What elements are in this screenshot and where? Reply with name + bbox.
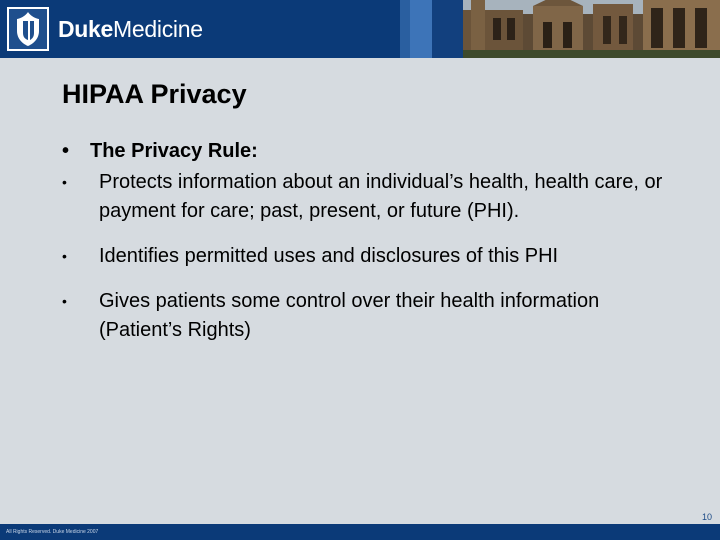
bullet-icon: • [62,248,67,264]
bullet-icon: • [62,293,67,309]
header-decor-bar [400,0,410,58]
footer-bar [0,524,720,540]
list-item: • Identifies permitted uses and disclosures of this PHI [62,242,682,271]
bullet-icon: • [62,140,70,162]
page-number: 10 [701,512,712,522]
chapel-photo [463,0,720,58]
brand-name: DukeMedicine [58,16,203,42]
bullet-heading: • The Privacy Rule: [62,140,258,162]
copyright-text: All Rights Reserved. Duke Medicine 2007 [6,529,99,535]
bullet-icon: • [62,174,67,190]
slide-title: HIPAA Privacy [62,79,247,109]
header-decor-bar [432,0,463,58]
duke-shield-logo [7,7,49,51]
slide-content [62,138,682,345]
header-decor-bar [410,0,432,58]
list-item: • Gives patients some control over their health information (Patient’s Rights) [62,287,682,345]
header-banner [0,0,720,58]
list-item: • Protects information about an individual’s health, health care, or payment for care; past, present, or future (PHI). [62,168,682,226]
